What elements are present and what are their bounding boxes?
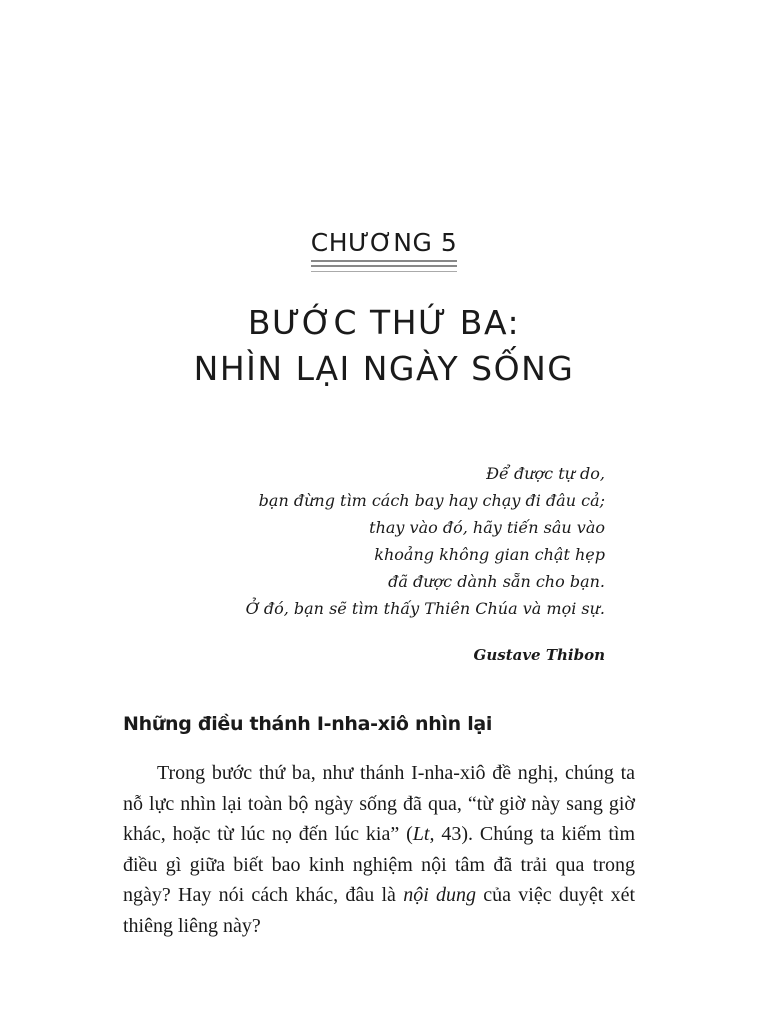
body-text-part: 43). Chúng ta kiếm tìm điều gì giữa biết bao kinh nghiệm nội tâm đã trải qua trong ngày? Hay nói cách khác, đâu là [123, 823, 636, 906]
body-text-part: của việc duyệt xét thiêng liêng này? [123, 884, 636, 937]
epigraph-line: Ở đó, bạn sẽ tìm thấy Thiên Chúa và mọi sự. [245, 599, 605, 618]
chapter-title-line-2: NHÌN LẠI NGÀY SỐNG [193, 349, 575, 388]
reference-italic: Lt, [412, 823, 435, 845]
epigraph-line: khoảng không gian chật hẹp [374, 545, 605, 564]
chapter-title [0, 300, 768, 392]
epigraph-line: Để được tự do, [486, 464, 605, 483]
section-heading: Những điều thánh I-nha-xiô nhìn lại [123, 713, 493, 735]
epigraph-line: đã được dành sẵn cho bạn. [388, 572, 605, 591]
epigraph-line: bạn đừng tìm cách bay hay chạy đi đâu cả; [258, 491, 605, 510]
epigraph [246, 460, 605, 622]
chapter-label [0, 228, 768, 262]
body-paragraph [123, 758, 635, 941]
body-text-part: Trong bước thứ ba, như thánh I-nha-xiô đề nghị, chúng ta nỗ lực nhìn lại toàn bộ ngày sống đã qua, “từ giờ này sang giờ khác, hoặc từ lúc nọ đến lúc kia” ( [123, 762, 635, 845]
emphasis-italic: nội dung [403, 884, 477, 906]
chapter-number: CHƯƠNG 5 [311, 228, 457, 262]
chapter-title-line-1: BƯỚC THỨ BA: [247, 303, 521, 342]
epigraph-line: thay vào đó, hãy tiến sâu vào [369, 518, 605, 537]
epigraph-author: Gustave Thibon [473, 646, 605, 664]
